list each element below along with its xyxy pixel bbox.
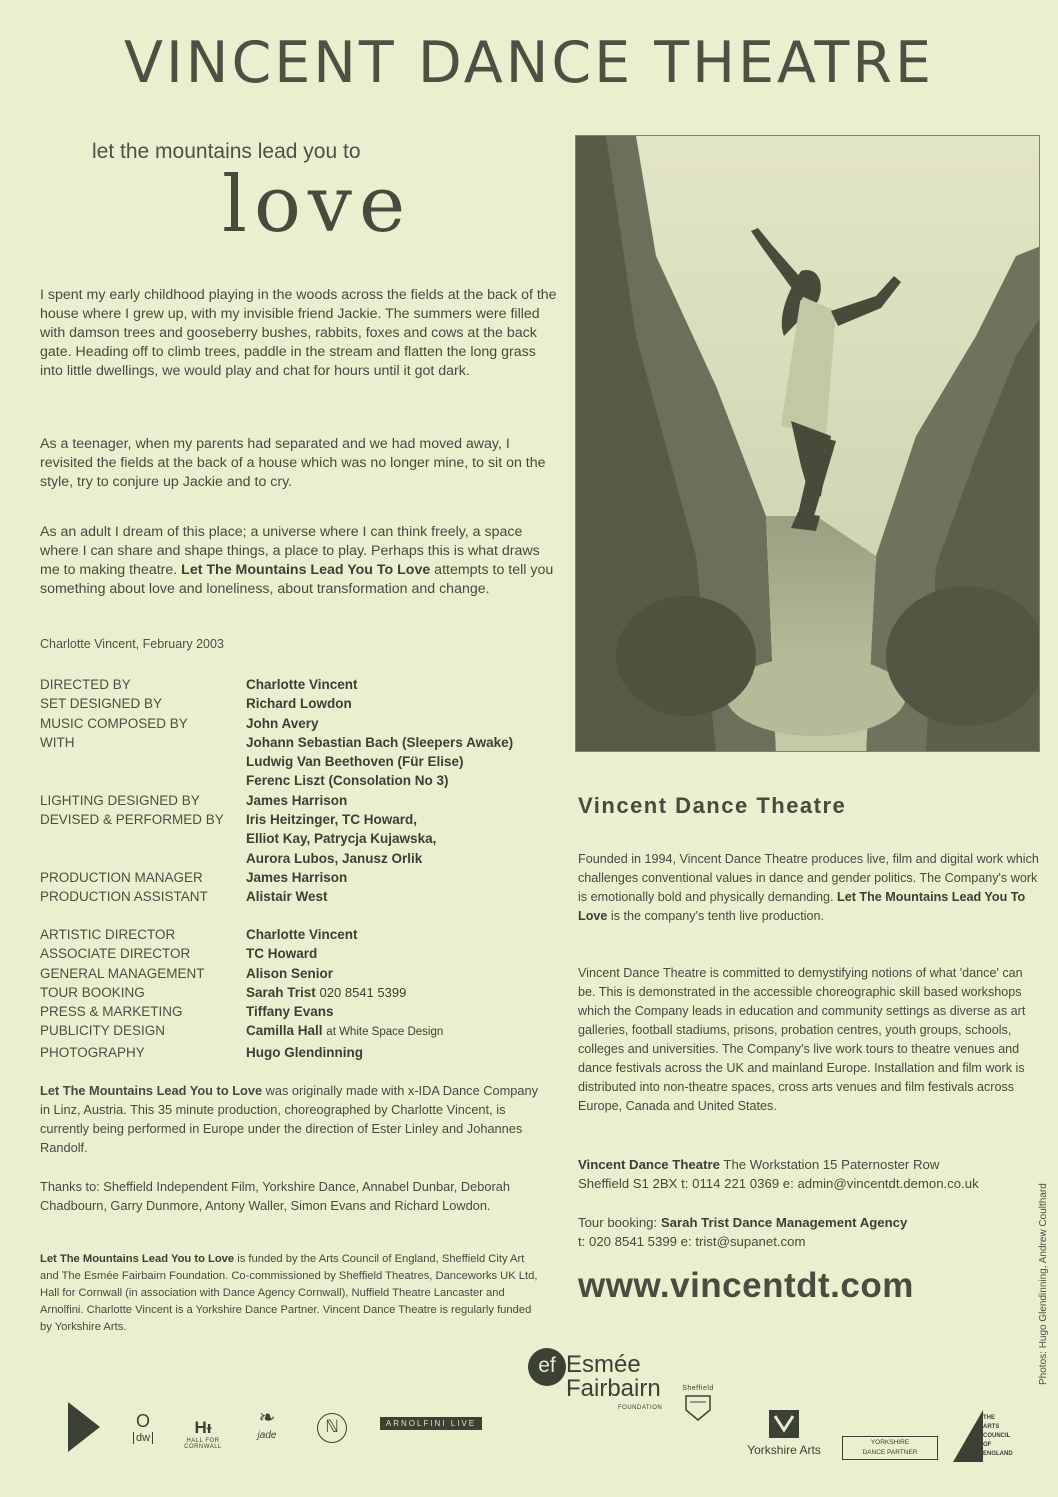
credit-names (246, 887, 560, 906)
sponsor-logo-esmee-fairbairn (528, 1348, 663, 1433)
credit-role: MUSIC COMPOSED BY (40, 715, 188, 731)
credit-row (40, 1021, 560, 1042)
credit-names (246, 983, 560, 1002)
company-paragraph-1 (578, 850, 1043, 926)
credit-role: TOUR BOOKING (40, 984, 145, 1000)
credit-role: PRODUCTION MANAGER (40, 869, 203, 885)
hc-monogram-icon: Hᵻ (194, 1418, 212, 1437)
credit-row (40, 733, 560, 791)
credit-name-text: Sarah Trist (246, 984, 316, 1000)
production-note (40, 1081, 550, 1157)
intro-p3-end: attempts to tell you something about love and loneliness, about transformation and change. (40, 562, 554, 597)
credit-name: Johann Sebastian Bach (Sleepers Awake) (246, 734, 514, 750)
tour-booking-agency: Sarah Trist Dance Management Agency (660, 1215, 908, 1230)
circle-n-icon: ℕ (325, 1417, 339, 1436)
sponsor-logo-arts-council (953, 1410, 1015, 1465)
credit-name: Alistair West (246, 889, 328, 905)
sponsor-logo-sheffield (678, 1385, 718, 1445)
credit-names (246, 944, 560, 963)
credit-name: Charlotte Vincent (246, 927, 358, 942)
headline-love: love (222, 160, 413, 250)
sponsor-logo-circle-n (317, 1413, 347, 1443)
credit-names (246, 925, 560, 944)
production-note-text: was originally made with x-IDA Dance Company in Linz, Austria. This 35 minute production, choreographed by Charlotte Vincent, is currently being performed in Europe under the direction of Ester Linley and Johannes Randolf. (40, 1083, 539, 1155)
company-p1-end: is the company's tenth live production. (607, 909, 825, 923)
credit-row (40, 714, 560, 733)
contact-details: Sheffield S1 2BX t: 0114 221 0369 e: admin@vincentdt.demon.co.uk (578, 1176, 979, 1191)
thanks-text: Thanks to: Sheffield Independent Film, Yorkshire Dance, Annabel Dunbar, Deborah Chadbourn, Garry Dunmore, Antony Waller, Simon Evans and Richard Lowdon. (40, 1179, 510, 1213)
ef-monogram-icon: ef (528, 1348, 566, 1386)
company-title: Vincent Dance Theatre (578, 793, 847, 818)
ace-line-4: OF ENGLAND (983, 1442, 1013, 1457)
esmee-logo-line-1: Esmée (566, 1351, 641, 1378)
credit-note: 020 8541 5399 (319, 984, 407, 1000)
credit-name (246, 1021, 560, 1042)
sponsor-logo-triangle (68, 1402, 100, 1452)
credit-names (246, 1002, 560, 1021)
intro-paragraph-2: As a teenager, when my parents had separated and we had moved away, I revisited the fields at the back of a house which was no longer mine, to sit on the style, try to conjure up Jackie and to cry. (40, 436, 546, 490)
intro-paragraph-3 (40, 523, 560, 599)
hc-logo-text: HALL FOR CORNWALL (184, 1438, 222, 1450)
credits-company (40, 925, 560, 1062)
esmee-logo-line-3: FOUNDATION (618, 1405, 663, 1411)
logo-dw-text: dw (133, 1432, 153, 1444)
production-note-title: Let The Mountains Lead You to Love (40, 1083, 263, 1098)
photo-credit: Photos: Hugo Glendinning, Andrew Coulthard (1038, 1183, 1049, 1385)
credit-row (40, 675, 560, 694)
tour-booking-contact: t: 020 8541 5399 e: trist@supanet.com (578, 1234, 806, 1249)
ydp-line-1: YORKSHIRE (870, 1439, 910, 1446)
credit-names (246, 675, 560, 694)
credit-name: TC Howard (246, 946, 318, 962)
credit-role: DIRECTED BY (40, 677, 131, 692)
company-p1-start: Founded in 1994, Vincent Dance Theatre produces live, film and digital work which challenges conventional values in dance and gender politics. The Company's work is emotionally bold and physically demanding. (578, 852, 1039, 904)
sponsor-logo-dw (133, 1410, 153, 1456)
credit-row (40, 925, 560, 944)
tour-booking-label: Tour booking: (578, 1215, 661, 1230)
tagline: let the mountains lead you to (92, 140, 361, 163)
jade-logo-text: jade (257, 1430, 277, 1441)
funding-note-title: Let The Mountains Lead You to Love (40, 1253, 235, 1265)
intro-p3-start: As an adult I dream of this place; a universe where I can think freely, a space where I can share and shape things, a place to play. Perhaps this is what draws me to making theatre. (40, 524, 540, 578)
credit-names (246, 964, 560, 983)
company-contact (578, 1155, 1043, 1193)
credit-row (40, 944, 560, 963)
credit-role: PRODUCTION ASSISTANT (40, 889, 208, 905)
intro-p3-show-title: Let The Mountains Lead You To Love (181, 562, 431, 578)
arts-council-mark-icon (953, 1410, 983, 1462)
credit-name: Iris Heitzinger, TC Howard, (246, 812, 418, 828)
credit-name: Tiffany Evans (246, 1004, 334, 1020)
credit-note: at White Space Design (326, 1026, 444, 1039)
credit-name: John Avery (246, 715, 319, 731)
yorkshire-arts-mark-icon (769, 1410, 799, 1438)
credit-role: PRESS & MARKETING (40, 1004, 183, 1020)
ace-line-1: THE (983, 1415, 995, 1421)
funding-note (40, 1251, 540, 1336)
credit-name: Elliot Kay, Patrycja Kujawska, (246, 831, 437, 847)
credit-name: Richard Lowdon (246, 696, 352, 712)
signature: Charlotte Vincent, February 2003 (40, 637, 224, 651)
sheffield-logo-text: Sheffield (682, 1385, 714, 1392)
credit-name: James Harrison (246, 792, 348, 808)
credit-role: PUBLICITY DESIGN (40, 1023, 166, 1039)
credit-row (40, 983, 560, 1002)
credit-row (40, 964, 560, 983)
credits-production (40, 675, 560, 907)
credit-role: GENERAL MANAGEMENT (40, 965, 205, 981)
credit-name-text: Camilla Hall (246, 1023, 323, 1039)
sponsor-logo-jade (252, 1405, 282, 1455)
poster-title: VINCENT DANCE THEATRE (124, 30, 934, 96)
arts-council-text (983, 1414, 1015, 1459)
ace-line-3: COUNCIL (983, 1433, 1011, 1439)
logo-o-icon: O (135, 1411, 150, 1431)
credit-row (40, 887, 560, 906)
sponsor-logo-hall-for-cornwall (180, 1418, 226, 1462)
credit-name: Ferenc Liszt (Consolation No 3) (246, 773, 449, 789)
credit-row (40, 1002, 560, 1021)
credit-role: ASSOCIATE DIRECTOR (40, 946, 191, 962)
credit-role: WITH (40, 734, 75, 750)
funding-note-text: is funded by the Arts Council of England, Sheffield City Art and The Esmée Fairbairn Foundation. Co-commissioned by Sheffield Theatres, Danceworks UK Ltd, Hall for Cornwall (in association with Dance Agency Cornwall), Nuffield Theatre Lancaster and Arnolfini. Charlotte Vincent is a Yorkshire Dance Partner. Vincent Dance Theatre is regularly funded by Yorkshire Arts. (40, 1253, 538, 1333)
contact-company-name: Vincent Dance Theatre (578, 1157, 720, 1172)
credit-names (246, 810, 560, 868)
triangle-logo-icon (68, 1402, 100, 1452)
credit-row (40, 810, 560, 868)
yorkshire-arts-text: Yorkshire Arts (747, 1443, 821, 1457)
credit-row (40, 868, 560, 887)
sponsor-logo-yorkshire-arts (738, 1410, 830, 1460)
credit-row (40, 694, 560, 713)
company-p1-show-title: Let The Mountains Lead You To Love (578, 890, 1026, 923)
sheffield-crest-icon (678, 1392, 718, 1422)
tour-booking (578, 1213, 1043, 1251)
credit-name (246, 983, 560, 1002)
contact-address: The Workstation 15 Paternoster Row (723, 1157, 940, 1172)
credit-role: SET DESIGNED BY (40, 696, 163, 712)
credit-role: DEVISED & PERFORMED BY (40, 812, 224, 828)
credit-names (246, 791, 560, 810)
credit-role: ARTISTIC DIRECTOR (40, 927, 176, 942)
credit-role: LIGHTING DESIGNED BY (40, 792, 200, 808)
credit-row (40, 1043, 560, 1062)
sponsor-logo-arnolfini: ARNOLFINI LIVE (380, 1417, 482, 1430)
esmee-logo-line-2: Fairbairn (566, 1375, 661, 1402)
website-link[interactable]: www.vincentdt.com (578, 1266, 914, 1305)
credit-row (40, 791, 560, 810)
sponsor-logo-yorkshire-dance-partner (842, 1436, 938, 1460)
dancer-photo-illustration (576, 136, 1040, 752)
ace-line-2: ARTS (983, 1424, 1000, 1430)
credit-name: Charlotte Vincent (246, 677, 358, 692)
credit-names (246, 714, 560, 733)
credit-names (246, 1043, 560, 1062)
credit-name: Hugo Glendinning (246, 1044, 363, 1060)
credit-name: James Harrison (246, 869, 348, 885)
credit-name: Alison Senior (246, 965, 334, 981)
credit-names (246, 1021, 560, 1042)
credit-names (246, 733, 560, 791)
company-paragraph-2: Vincent Dance Theatre is committed to demystifying notions of what 'dance' can be. This is demonstrated in the accessible choreographic skill based workshops which the Company leads in education and community settings as diverse as art galleries, football stadiums, prisons, probation centres, youth groups, schools, colleges and universities. The Company's live work tours to theatre venues and dance festivals across the UK and mainland Europe. Installation and film work is distributed into non-theatre spaces, cross arts venues and film festivals across Europe, Canada and United States. (578, 966, 1026, 1113)
credit-name: Ludwig Van Beethoven (Für Elise) (246, 754, 464, 770)
credit-name: Aurora Lubos, Janusz Orlik (246, 850, 423, 866)
ydp-line-2: DANCE PARTNER (862, 1449, 918, 1456)
intro-paragraph-1: I spent my early childhood playing in the woods across the fields at the back of the house where I grew up, with my invisible friend Jackie. The summers were filled with damson trees and gooseberry bushes, rabbits, foxes and cows at the back gate. Heading off to climb trees, paddle in the stream and flatten the long grass into little dwellings, we would play and chat for hours until it got dark. (40, 287, 557, 379)
dancer-figure-icon: ❧ (258, 1407, 276, 1429)
credit-names (246, 868, 560, 887)
credit-names (246, 694, 560, 713)
credit-role: PHOTOGRAPHY (40, 1044, 145, 1060)
dancer-photo (575, 135, 1040, 752)
